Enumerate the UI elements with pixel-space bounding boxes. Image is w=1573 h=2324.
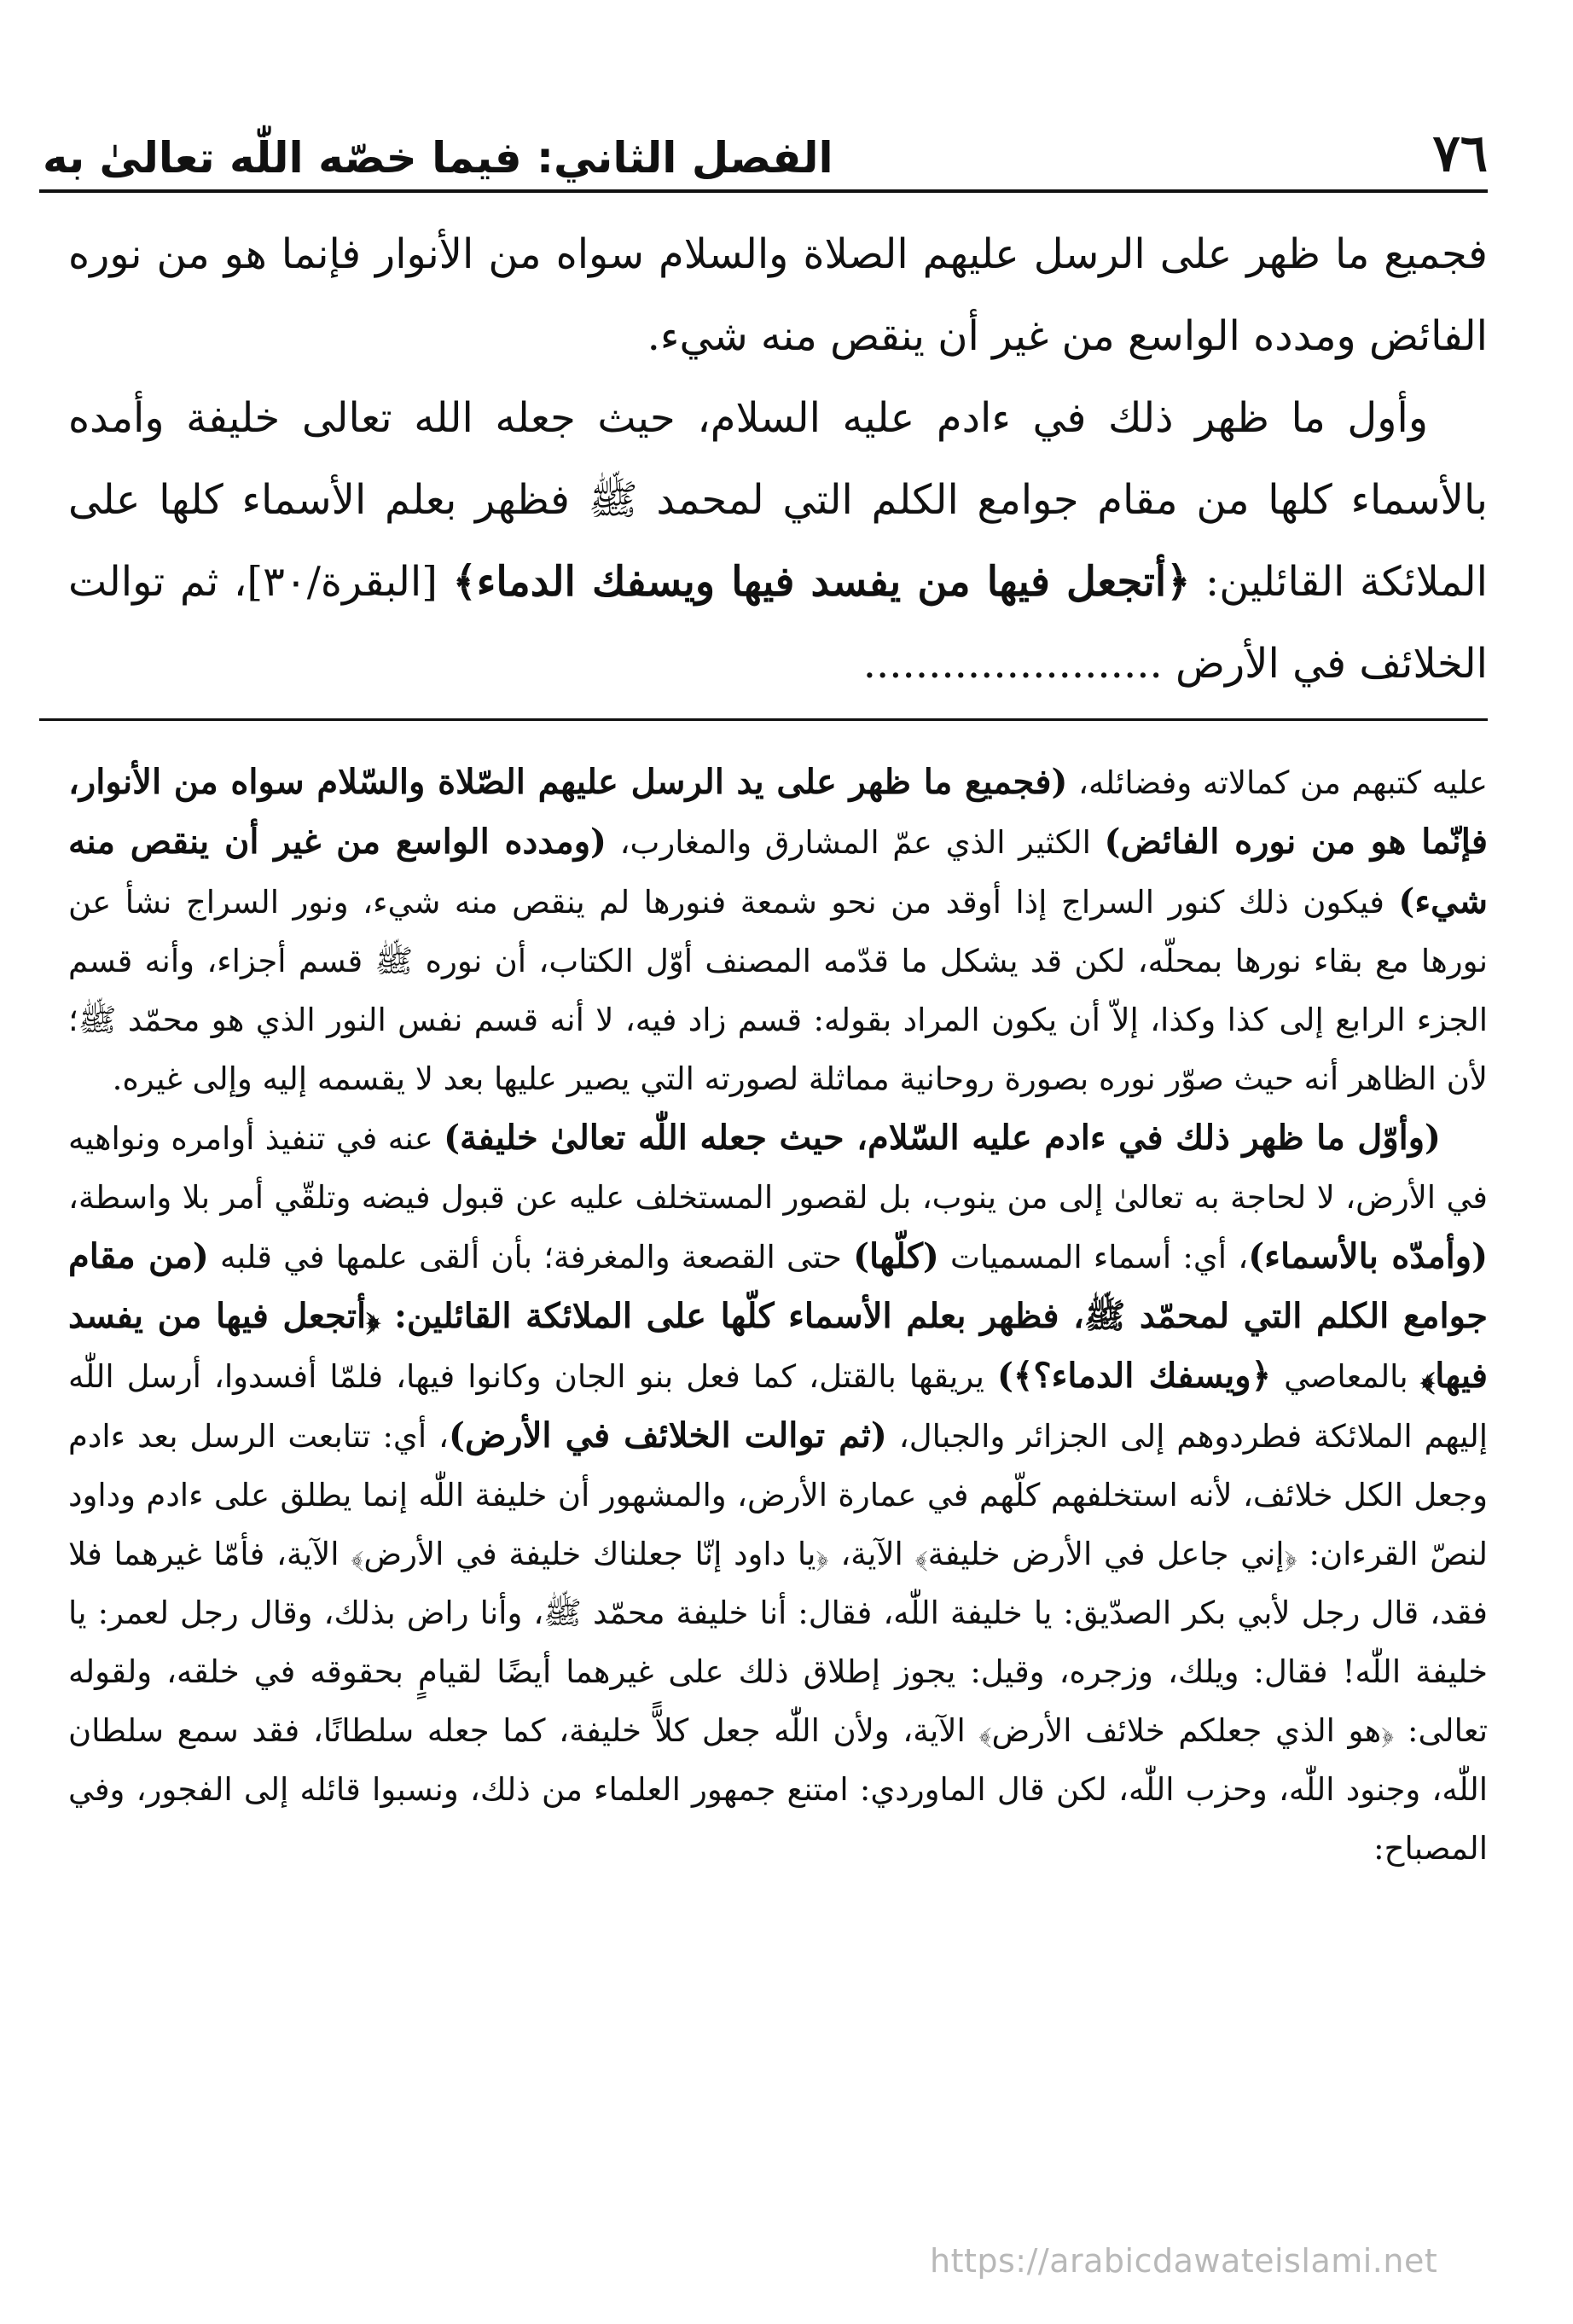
quoted-matn: (ومدده الواسع من غير أن ينقص منه شيء) bbox=[68, 822, 1488, 921]
quoted-matn: (فجميع ما ظهر على يد الرسل عليهم الصّلاة والسّلام سواه من الأنوار، فإنّما هو من نوره الفائض) bbox=[68, 762, 1489, 862]
matn-paragraph-2 bbox=[68, 377, 1488, 705]
matn-text: فجميع ما ظهر على الرسل عليهم الصلاة والسلام سواه من الأنوار فإنما هو من نوره الفائض ومدده الواسع من غير أن ينقص منه شيء. bbox=[68, 230, 1488, 360]
matn-text-block bbox=[68, 213, 1488, 705]
quoted-matn: (من مقام جوامع الكلم التي لمحمّد ﷺ، فظهر بعلم الأسماء كلّها على الملائكة القائلين: ﴿أتجعل فيها من يفسد فيها﴾ bbox=[68, 1236, 1489, 1396]
commentary-text: ، أي: أسماء المسميات bbox=[938, 1239, 1249, 1275]
quran-verse: ﴿أتجعل فيها من يفسد فيها ويسفك الدماء﴾ bbox=[452, 558, 1191, 606]
commentary-text: عنه في تنفيذ أوامره ونواهيه في الأرض، لا لحاجة به تعالىٰ إلى من ينوب، بل لقصور المستخلف عليه عن قبول فيضه وتلقّي أمر بلا واسطة، bbox=[68, 1120, 1488, 1216]
commentary-paragraph-2 bbox=[68, 1108, 1488, 1878]
commentary-text-block bbox=[68, 752, 1488, 1878]
matn-divider bbox=[39, 718, 1488, 721]
matn-text: [البقرة/٣٠]، ثم توالت الخلائف في الأرض ....................... bbox=[68, 558, 1488, 688]
quoted-matn: (وأمدّه بالأسماء) bbox=[1248, 1236, 1488, 1276]
commentary-text: حتى القصعة والمغرفة؛ بأن ألقى علمها في قلبه bbox=[208, 1239, 854, 1275]
quoted-matn: (وأوّل ما ظهر ذلك في ءادم عليه السّلام، حيث جعله اللّٰه تعالىٰ خليفة) bbox=[444, 1118, 1441, 1158]
commentary-text: فيكون ذلك كنور السراج إذا أوقد من نحو شمعة فنورها لم ينقص منه شيء، ونور السراج نشأ عن نورها مع بقاء نورها بمحلّه، لكن قد يشكل ما قدّمه المصنف أوّل الكتاب، أن نوره ﷺ قسم أجزاء، وأنه قسم الجزء الرابع إلى كذا وكذا، إلاّ أن يكون المراد بقوله: قسم زاد فيه، لا أنه قسم نفس النور الذي هو محمّد ﷺ؛ لأن الظاهر أنه حيث صوّر نوره بصورة روحانية مماثلة لصورته التي يصير عليها بعد لا يقسمه إليه وإلى غيره. bbox=[68, 884, 1488, 1097]
running-title: الفصل الثاني: فيما خصّه اللّٰه تعالىٰ به bbox=[43, 133, 833, 183]
commentary-text: يريقها بالقتل، كما فعل بنو الجان وكانوا فيها، فلمّا أفسدوا، أرسل اللّٰه إليهم الملائكة فطردوهم إلى الجزائر والجبال، bbox=[68, 1358, 1489, 1455]
header-divider bbox=[39, 189, 1488, 193]
quoted-matn: (كلّها) bbox=[853, 1236, 939, 1276]
commentary-text: ، أي: تتابعت الرسل بعد ءادم وجعل الكل خلائف، لأنه استخلفهم كلّهم في عمارة الأرض، والمشهور أن خليفة اللّٰه إنما يطلق على ءادم وداود لنصّ القرءان: ﴿إني جاعل في الأرض خليفة﴾ الآية، ﴿يا داود إنّا جعلناك خليفة في الأرض﴾ الآية، فأمّا غيرهما فلا فقد، قال رجل لأبي بكر الصدّيق: يا خليفة اللّٰه، فقال: أنا خليفة محمّد ﷺ، وأنا راض بذلك، وقال رجل لعمر: يا خليفة اللّٰه! فقال: ويلك، وزجره، وقيل: يجوز إطلاق ذلك على غيرهما أيضًا لقيامٍ بحقوقه في خلقه، ولقوله تعالى: ﴿هو الذي جعلكم خلائف الأرض﴾ الآية، ولأن اللّٰه جعل كلاًّ خليفة، كما جعله سلطانًا، فقد سمع سلطان اللّٰه، وجنود اللّٰه، وحزب اللّٰه، لكن قال الماوردي: امتنع جمهور العلماء من ذلك، ونسبوا قائله إلى الفجور، وفي المصباح: bbox=[68, 1418, 1488, 1867]
matn-text: وأول ما ظهر ذلك في ءادم عليه السلام، حيث جعله الله تعالى خليفة وأمده بالأسماء كلها من مقام جوامع الكلم التي لمحمد ﷺ فظهر بعلم الأسماء كلها على الملائكة القائلين: bbox=[68, 394, 1489, 606]
commentary-text: بالمعاصي bbox=[1271, 1358, 1421, 1395]
quoted-matn: (ثم توالت الخلائف في الأرض) bbox=[449, 1415, 887, 1455]
commentary-text: الكثير الذي عمّ المشارق والمغارب، bbox=[606, 824, 1105, 861]
page-header bbox=[43, 102, 1488, 183]
website-watermark: https://arabicdawateislami.net bbox=[930, 2242, 1438, 2280]
page-number: ٧٦ bbox=[1432, 124, 1488, 183]
quoted-matn: ﴿ويسفك الدماء؟﴾) bbox=[997, 1356, 1272, 1396]
commentary-text: عليه كتبهم من كمالاته وفضائله، bbox=[1067, 764, 1489, 801]
commentary-paragraph-1 bbox=[68, 752, 1488, 1108]
matn-paragraph-1 bbox=[68, 213, 1488, 377]
